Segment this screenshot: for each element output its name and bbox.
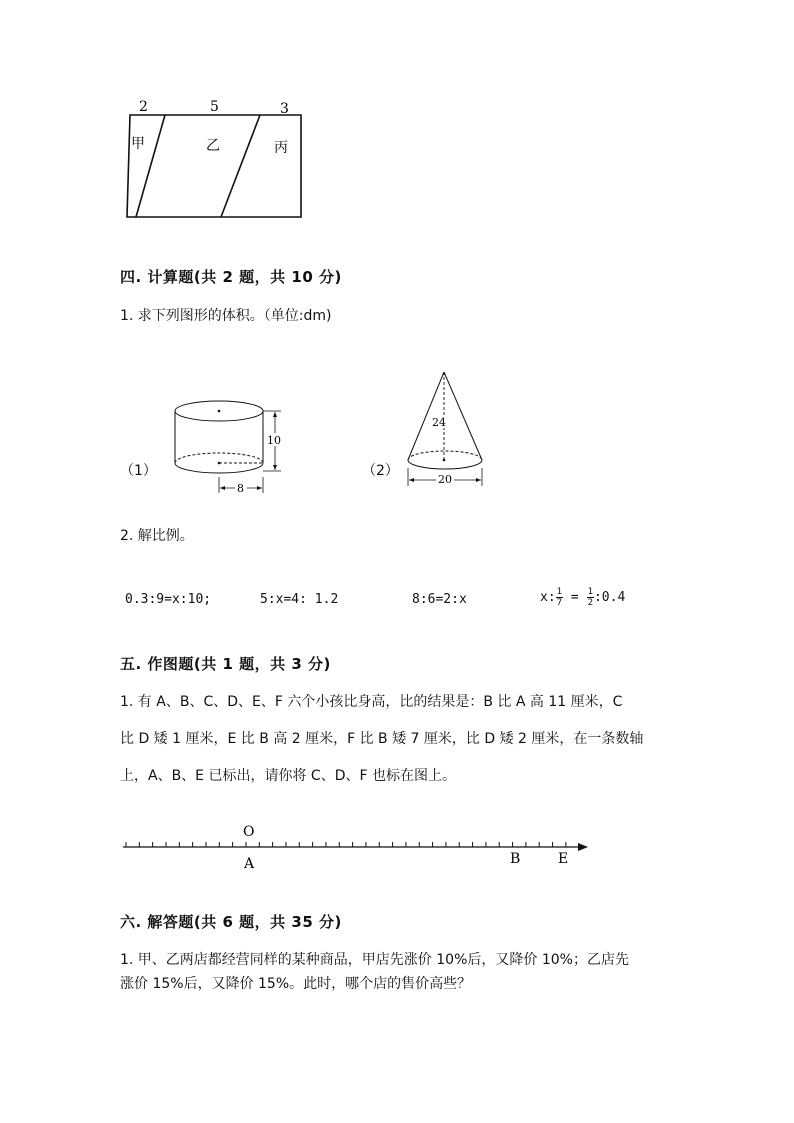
- equation-1: 0.3:9=x:10;: [125, 592, 212, 607]
- point-b-label: B: [510, 851, 521, 867]
- partition-figure: [110, 95, 320, 225]
- cone-figure: [400, 368, 490, 490]
- section6-q1-line1: 1. 甲、乙两店都经营同样的某种商品，甲店先涨价 10%后，又降价 10%；乙店先: [120, 952, 629, 968]
- eq4-fraction-1: $\frac{1}{7}$: [556, 587, 563, 608]
- cylinder-height: 10: [267, 434, 281, 447]
- equation-2: 5:x=4: 1.2: [260, 592, 339, 607]
- section5-q1: [120, 684, 680, 795]
- section5-q1-line3: 上，A、B、E 已标出，请你将 C、D、F 也标在图上。: [120, 768, 456, 784]
- section5-q1-line2: 比 D 矮 1 厘米，E 比 B 高 2 厘米，F 比 B 矮 7 厘米，比 D 矮 2 厘米，在一条数轴: [120, 731, 644, 747]
- point-a-label: A: [244, 856, 255, 872]
- region-jia: 甲: [131, 136, 145, 152]
- eq4-equals: =: [563, 590, 587, 605]
- section6-q1-line2: 涨价 15%后，又降价 15%。此时，哪个店的售价高些？: [120, 976, 472, 992]
- section4-q2: 2. 解比例。: [120, 528, 194, 544]
- cone-diameter: 20: [438, 473, 452, 486]
- region-yi: 乙: [206, 138, 220, 154]
- eq4-prefix: x:: [540, 590, 556, 605]
- equation-4: [540, 587, 625, 608]
- cone-label: （2）: [362, 463, 399, 479]
- cylinder-radius: 8: [237, 482, 244, 495]
- cylinder-figure: [165, 393, 290, 495]
- point-e-label: E: [558, 851, 569, 867]
- top-label-2: 2: [139, 99, 148, 115]
- top-label-5: 5: [210, 99, 219, 115]
- top-label-3: 3: [280, 101, 289, 117]
- origin-label: O: [243, 824, 255, 840]
- section5-heading: 五. 作图题(共 1 题，共 3 分): [120, 655, 331, 673]
- number-line: [118, 820, 598, 875]
- equation-3: 8:6=2:x: [412, 592, 467, 607]
- cone-height: 24: [432, 416, 446, 429]
- section4-heading: 四. 计算题(共 2 题，共 10 分): [120, 268, 342, 286]
- section5-q1-line1: 1. 有 A、B、C、D、E、F 六个小孩比身高，比的结果是：B 比 A 高 11 厘米，C: [120, 694, 623, 710]
- region-bing: 丙: [274, 140, 288, 156]
- cylinder-label: （1）: [120, 463, 157, 479]
- section6-heading: 六. 解答题(共 6 题，共 35 分): [120, 913, 342, 931]
- eq4-fraction-2: $\frac{1}{2}$: [587, 587, 593, 608]
- section6-q1: [120, 948, 680, 996]
- eq4-suffix: :0.4: [593, 590, 626, 605]
- section4-q1: 1. 求下列图形的体积。（单位:dm): [120, 308, 332, 324]
